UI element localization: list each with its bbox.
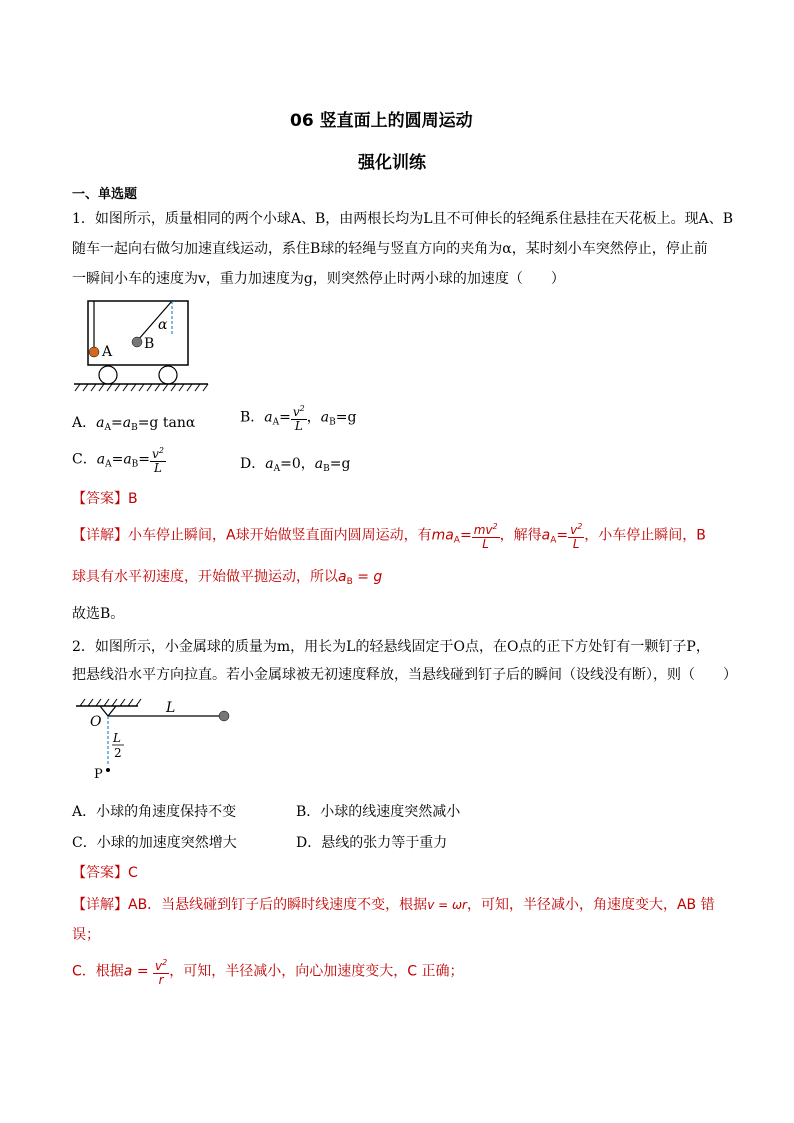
q2-detail-line1: 【详解】AB．当悬线碰到钉子后的瞬时线速度不变，根据v = ωr，可知，半径减小，角速度变大，AB 错 bbox=[72, 897, 715, 913]
q1-stem-line3: 一瞬间小车的速度为v，重力加速度为g，则突然停止时两小球的加速度（ ） bbox=[72, 271, 565, 287]
q1-answer: 【答案】B bbox=[72, 491, 138, 507]
metal-ball bbox=[219, 711, 229, 721]
q2-option-d[interactable]: D．悬线的张力等于重力 bbox=[296, 835, 448, 851]
fraction: $\frac{v^2}{L}$ bbox=[570, 522, 583, 551]
q2-option-a[interactable]: A．小球的角速度保持不变 bbox=[72, 804, 237, 820]
wheel-left bbox=[99, 366, 117, 384]
label-b: B bbox=[144, 336, 155, 352]
q2-option-c[interactable]: C．小球的加速度突然增大 bbox=[72, 835, 237, 851]
q1-cart-figure bbox=[72, 296, 212, 396]
nail-p bbox=[106, 768, 110, 772]
label-o: O bbox=[90, 714, 102, 730]
q2-answer: 【答案】C bbox=[72, 865, 138, 881]
q1-option-c[interactable]: C．$a_A=a_B=$ $\frac{v^2}{L}$ bbox=[72, 446, 164, 475]
ball-a bbox=[89, 347, 99, 357]
label-alpha: α bbox=[158, 317, 168, 333]
q2-option-b[interactable]: B．小球的线速度突然减小 bbox=[296, 804, 461, 820]
label-half-den: 2 bbox=[114, 746, 122, 760]
ceiling-hatching bbox=[80, 699, 141, 706]
q1-conclusion: 故选B。 bbox=[72, 606, 125, 622]
fraction: $\frac{mv^2}{L}$ bbox=[473, 522, 498, 551]
label-half-num: L bbox=[113, 731, 121, 745]
option-prefix: A． bbox=[72, 415, 97, 431]
section-heading: 一、单选题 bbox=[72, 187, 138, 202]
q2-stem-line2: 把悬线沿水平方向拉直。若小金属球被无初速度释放，当悬线碰到钉子后的瞬间（设线没有断），则（ ） bbox=[72, 667, 737, 683]
label-l: L bbox=[166, 700, 176, 716]
q1-option-b[interactable]: B．$a_A=$ $\frac{v^2}{L}$ ，$a_B=g$ bbox=[240, 404, 357, 433]
q1-option-a[interactable]: A．$a_A=a_B=g$ tanα bbox=[72, 415, 196, 433]
q1-stem-line1: 1．如图所示，质量相同的两个小球A、B，由两根长均为L且不可伸长的轻绳系住悬挂在天花板上。现A、B bbox=[72, 211, 733, 227]
q1-detail-line2: 球具有水平初速度，开始做平抛运动，所以$a_B = g$ bbox=[72, 569, 383, 587]
wheel-right bbox=[159, 366, 177, 384]
page-subtitle: 强化训练 bbox=[358, 153, 426, 173]
q2-stem-line1: 2．如图所示，小金属球的质量为m，用长为L的轻悬线固定于O点，在O点的正下方处钉有一颗钉子P， bbox=[72, 639, 710, 655]
fraction: $\frac{v^2}{L}$ bbox=[152, 446, 164, 475]
fraction: $\frac{v^2}{L}$ bbox=[292, 404, 305, 433]
q1-option-d[interactable]: D．$a_A=0$，$a_B=g$ bbox=[240, 456, 351, 474]
q2-pendulum-figure bbox=[72, 696, 242, 792]
ball-b bbox=[132, 337, 142, 347]
page-title: 06 竖直面上的圆周运动 bbox=[290, 111, 473, 131]
q2-detail-line3: C．根据a = $\frac{v^2}{r}$ ，可知，半径减小，向心加速度变大，C 正确； bbox=[72, 958, 464, 987]
q1-stem-line2: 随车一起向右做匀加速直线运动，系住B球的轻绳与竖直方向的夹角为α，某时刻小车突然停止，停止前 bbox=[72, 241, 708, 257]
ground-hatching bbox=[75, 384, 208, 391]
q2-detail-line2: 误； bbox=[72, 927, 100, 943]
pivot-support bbox=[100, 706, 116, 716]
label-a: A bbox=[102, 344, 113, 360]
q1-detail-line1: 【详解】小车停止瞬间，A球开始做竖直面内圆周运动，有$ma_A=$ $\frac{mv^2}{L}$ ，解得$a_A=$ $\frac{v^2}{L}$ ，小车停止瞬间，B bbox=[72, 522, 706, 551]
fraction: $\frac{v^2}{r}$ bbox=[155, 958, 168, 987]
label-p: P bbox=[94, 767, 103, 782]
